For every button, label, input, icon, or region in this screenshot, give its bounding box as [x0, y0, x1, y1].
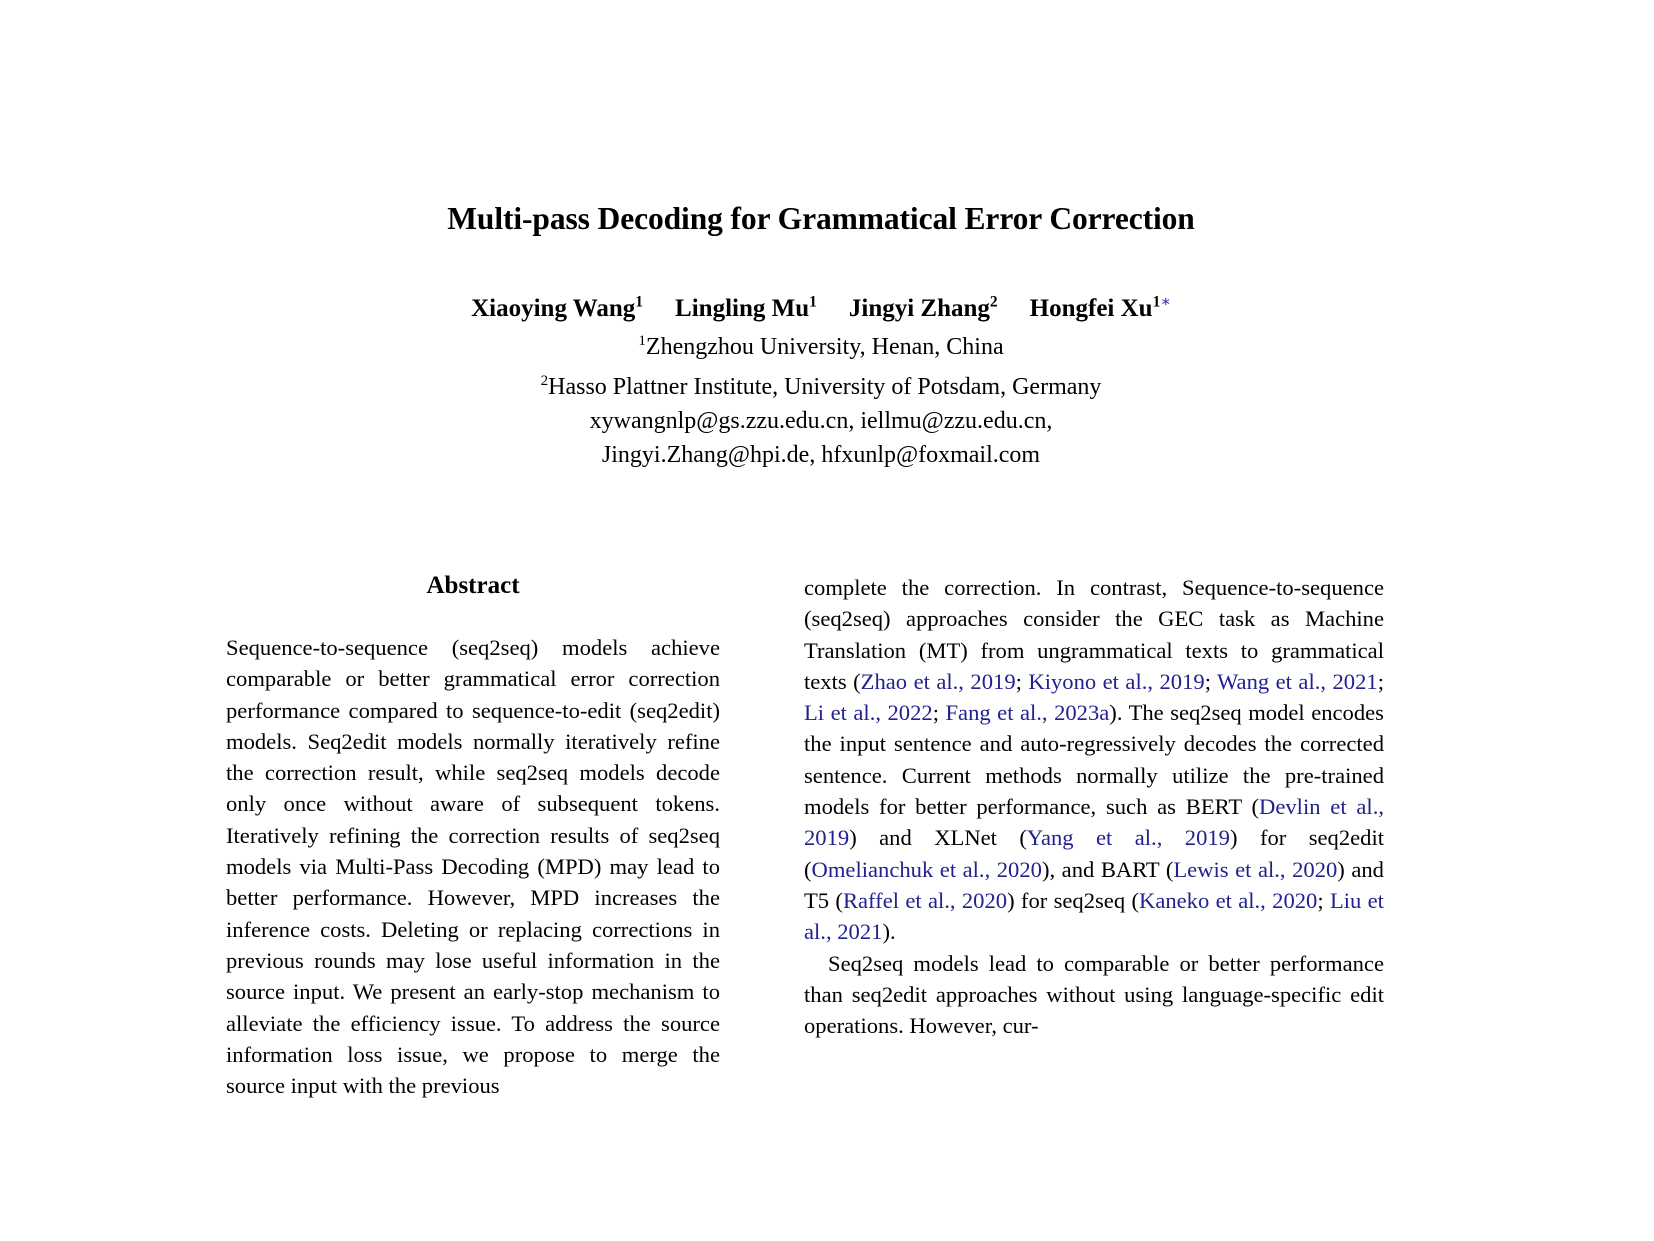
citation-link-yang-2019[interactable]: Yang et al., 2019: [1026, 825, 1230, 851]
paper-body: [226, 0, 1416, 1099]
author-affil-mark: 1: [809, 293, 817, 311]
intro-text-seg: ), and BART (: [1041, 856, 1174, 882]
affiliation-mark: 1: [638, 333, 646, 350]
citation-link-kaneko-2020[interactable]: Kaneko et al., 2020: [1139, 887, 1318, 913]
citation-separator: ;: [1377, 668, 1384, 694]
intro-text-seg: complete the correction. In contrast, Sequence-to-sequence (seq2seq) approaches consider the GEC task as Machine Translation (MT) from ungrammatical texts to grammatical texts (: [804, 575, 1384, 694]
corresponding-author-marker: ∗: [1160, 293, 1171, 311]
author-affil-mark: 2: [989, 293, 998, 311]
author-affil-mark: [1153, 293, 1171, 310]
author-name: Jingyi Zhang: [848, 294, 990, 322]
intro-text-seg: ) for seq2seq (: [1007, 887, 1139, 913]
two-column-body: [226, 572, 1416, 1101]
author-entry: [1030, 293, 1171, 324]
citation-link-omelianchuk-2020[interactable]: Omelianchuk et al., 2020: [811, 856, 1042, 882]
intro-text-seg: ).: [882, 919, 896, 945]
citation-separator: ;: [1204, 668, 1218, 694]
abstract-paragraph: Sequence-to-sequence (seq2seq) models achieve comparable or better grammatical error correction performance compared to sequence-to-edit (seq2edit) models. Seq2edit models normally iteratively refine the correction result, while seq2seq models decode only once without aware of subsequent tokens. Iteratively refining the correction results of seq2seq models via Multi-Pass Decoding (MPD) may lead to better performance. However, MPD increases the inference costs. Deleting or replacing corrections in previous rounds may lose useful information in the source input. We present an early-stop mechanism to alleviate the efficiency issue. To address the source information loss issue, we propose to merge the source input with the previous: [226, 635, 720, 1099]
affiliation-line-2: [226, 370, 1416, 404]
author-entry: [471, 293, 643, 324]
affiliation-mark: 2: [540, 373, 549, 390]
affiliation-text: Zhengzhou University, Henan, China: [645, 334, 1004, 361]
affiliation-line-1: [226, 330, 1416, 364]
citation-separator: ;: [1015, 668, 1029, 694]
author-name: Xiaoying Wang: [471, 294, 636, 322]
citation-link-devlin-2019[interactable]: Devlin et al., 2019: [804, 794, 1384, 851]
left-column: [226, 572, 720, 1101]
citation-separator: ;: [1317, 887, 1330, 913]
intro-text-seg: ) for seq2edit (: [804, 825, 1385, 882]
author-entry: [675, 293, 817, 324]
citation-link-liu-2021[interactable]: Liu et al., 2021: [804, 887, 1384, 945]
intro-text-seg: ) and XLNet (: [849, 825, 1027, 851]
author-affil-number: 1: [1152, 293, 1161, 311]
intro-paragraph-1: [804, 572, 1384, 948]
author-affil-mark: 1: [635, 293, 644, 311]
abstract-heading: Abstract: [426, 572, 520, 599]
right-column: [804, 572, 1384, 1101]
affiliation-text: Hasso Plattner Institute, University of Potsdam, Germany: [548, 374, 1102, 401]
citation-link-lewis-2020[interactable]: Lewis et al., 2020: [1173, 856, 1338, 882]
citation-link-li-2022[interactable]: Li et al., 2022: [804, 700, 933, 726]
citation-link-wang-2021[interactable]: Wang et al., 2021: [1217, 668, 1378, 694]
page-title: Multi-pass Decoding for Grammatical Error Correction: [447, 201, 1195, 236]
author-name: Hongfei Xu: [1029, 294, 1153, 322]
citation-link-fang-2023a[interactable]: Fang et al., 2023a: [945, 700, 1110, 726]
author-list: [226, 293, 1416, 324]
author-entry: [849, 293, 998, 324]
intro-paragraph-2: Seq2seq models lead to comparable or better performance than seq2edit approaches without using language-specific edit operations. However, cur-: [804, 950, 1384, 1039]
citation-link-zhao-2019[interactable]: Zhao et al., 2019: [860, 668, 1016, 694]
email-line-2: Jingyi.Zhang@hpi.de, hfxunlp@foxmail.com: [601, 442, 1041, 469]
author-name: Lingling Mu: [675, 294, 810, 322]
citation-separator: ;: [932, 700, 946, 726]
citation-link-raffel-2020[interactable]: Raffel et al., 2020: [842, 887, 1008, 913]
citation-link-kiyono-2019[interactable]: Kiyono et al., 2019: [1028, 668, 1205, 694]
intro-text-seg: ) and T5 (: [804, 856, 1384, 913]
email-line-1: xywangnlp@gs.zzu.edu.cn, iellmu@zzu.edu.cn,: [589, 408, 1053, 435]
intro-text-seg: ). The seq2seq model encodes the input sentence and auto-regressively decodes the corrected sentence. Current methods normally utilize the pre-trained models for better performance, such as BERT (: [804, 700, 1384, 820]
